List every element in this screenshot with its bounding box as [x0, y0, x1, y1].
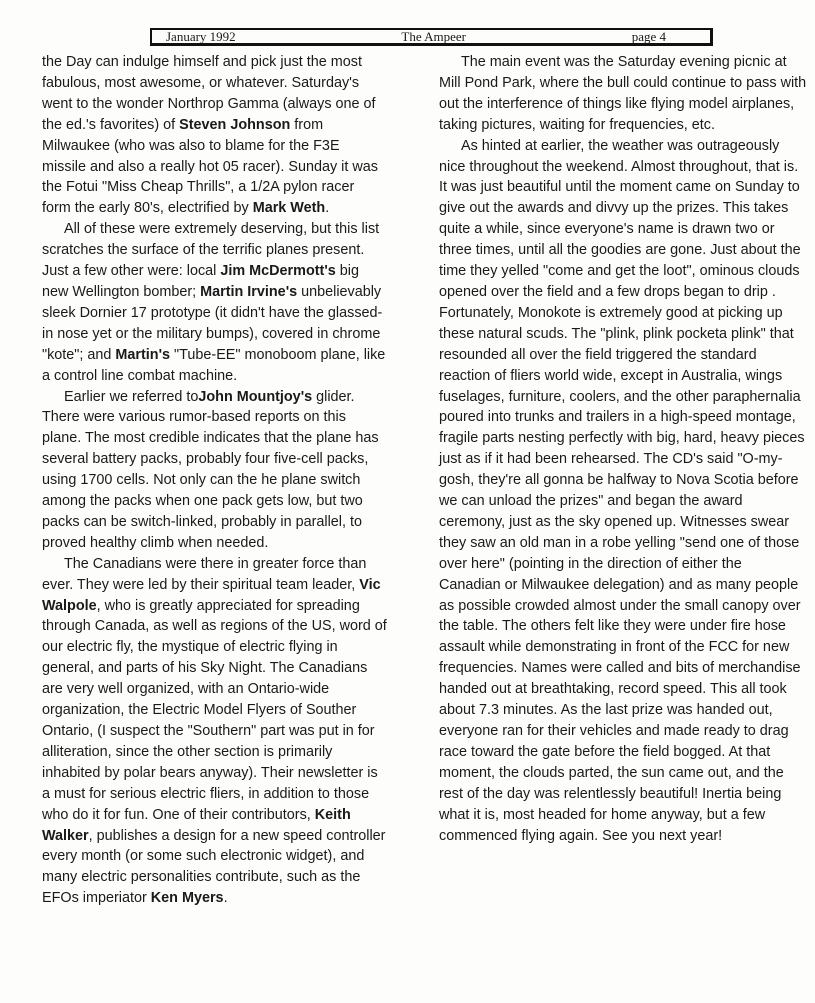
- bold-name: Martin Irvine's: [200, 283, 298, 300]
- bold-name: Steven Johnson: [179, 116, 291, 133]
- paragraph: The main event was the Saturday evening picnic at Mill Pond Park, where the bull could continue to pass with out the interference of things like flying model airplanes, taking pictures, waiting for frequencies, etc.: [439, 54, 807, 133]
- bold-name: Jim McDermott's: [220, 263, 336, 280]
- paragraph: the Day can indulge himself and pick just the most fabulous, most awesome, or whatever. Saturday's went to the wonder Northrop Gamma (always one of the ed.'s favorites) of Steven Johnson from Milwaukee (who was also to blame for the F3E missile and also a really hot 05 racer). Sunday it was the Fotui "Miss Cheap Thrills", a 1/2A pylon racer form the early 80's, electrified by Mark Weth.: [42, 54, 378, 217]
- page-header: [150, 28, 713, 46]
- bold-name: Ken Myers: [150, 890, 224, 907]
- paragraph: The Canadians were there in greater force than ever. They were led by their spiritual team leader, Vic Walpole, who is greatly appreciated for spreading through Canada, as well as regions of the US, word of our electric fly, the mystique of electric flying in general, and parts of his Sky Night. The Canadians are very well organized, with an Ontario-wide organization, the Electric Model Flyers of Souther Ontario, (I suspect the "Southern" part was put in for alliteration, since the other section is primarily inhabited by polar bears anyway). Their newsletter is a must for serious electric fliers, in addition to those who do it for fun. One of their contributors, Keith Walker, publishes a design for a new speed controller every month (or some such electronic widget), and many electric personalities contribute, such as the EFOs imperiator Ken Myers.: [42, 555, 387, 907]
- bold-name: Keith Walker: [42, 806, 351, 844]
- bold-name: Vic Walpole: [42, 576, 381, 614]
- bold-name: John Mountjoy's: [198, 388, 313, 405]
- bold-name: Martin's: [115, 346, 171, 363]
- newsletter-title: The Ampeer: [401, 28, 466, 44]
- paragraph: As hinted at earlier, the weather was outrageously nice throughout the weekend. Almost throughout, that is. It was just beautiful until the moment came on Sunday to give out the awards and divvy up the prizes. This takes quite a while, since everyone's name is drawn two or three times, until all the goodies are gone. Just about the time they yelled "come and get the loot", ominous clouds opened over the field and a few drops began to drip . Fortunately, Monokote is extremely good at picking up these natural scuds. The "plink, plink pocketa plink" that resounded all over the field triggered the standard reaction of fliers world wide, except in Australia, wings fuselages, furniture, coolers, and the other paraphernalia poured into trunks and trailers in a high-speed montage, fragile parts nesting perfectly with big, hard, heavy pieces just as if it had been rehearsed. The CD's said "O-my-gosh, they're all gonna be halfway to Nova Scotia before we can unload the prizes" and began the award ceremony, just as the sky opened up. Witnesses swear they saw an old man in a robe yelling "send one of those over here" (pointing in the direction of either the Canadian or Milwaukee delegation) and as many people as possible crowded almost under the small canopy over the table. The others felt like they were under fire hose assault while demonstrating in front of the FCC for new frequencies. Names were called and bits of merchandise handed out at breathtaking, record speed. This all took about 7.3 minutes. As the last prize was handed out, everyone ran for their vehicles and made ready to drag race toward the gate before the field bogged. At that moment, the clouds parted, the sun came out, and the rest of the day was relentlessly beautiful! Inertia being what it is, most headed for home anyway, but a few commenced flying again. See you next year!: [439, 137, 805, 844]
- paragraph: All of these were extremely deserving, but this list scratches the surface of the terrific planes present. Just a few other were: local Jim McDermott's big new Wellington bomber; Martin Irvine's unbelievably sleek Dornier 17 prototype (it didn't have the glassed-in nose yet or the military bumps), covered in chrome "kote"; and Martin's "Tube-EE" monoboom plane, like a control line combat machine.: [42, 221, 386, 384]
- paragraph: Earlier we referred toJohn Mountjoy's glider. There were various rumor-based reports on this plane. The most credible indicates that the plane has several battery packs, probably four five-cell packs, using 1700 cells. Not only can the he plane switch among the packs when one pack gets low, but two packs can be switch-linked, probably in parallel, to proved healthy climb when needed.: [42, 388, 379, 551]
- bold-name: Mark Weth: [252, 200, 326, 217]
- right-column: [439, 52, 807, 846]
- left-column: [42, 52, 387, 909]
- page-number: page 4: [631, 28, 666, 44]
- issue-date: January 1992: [166, 28, 236, 44]
